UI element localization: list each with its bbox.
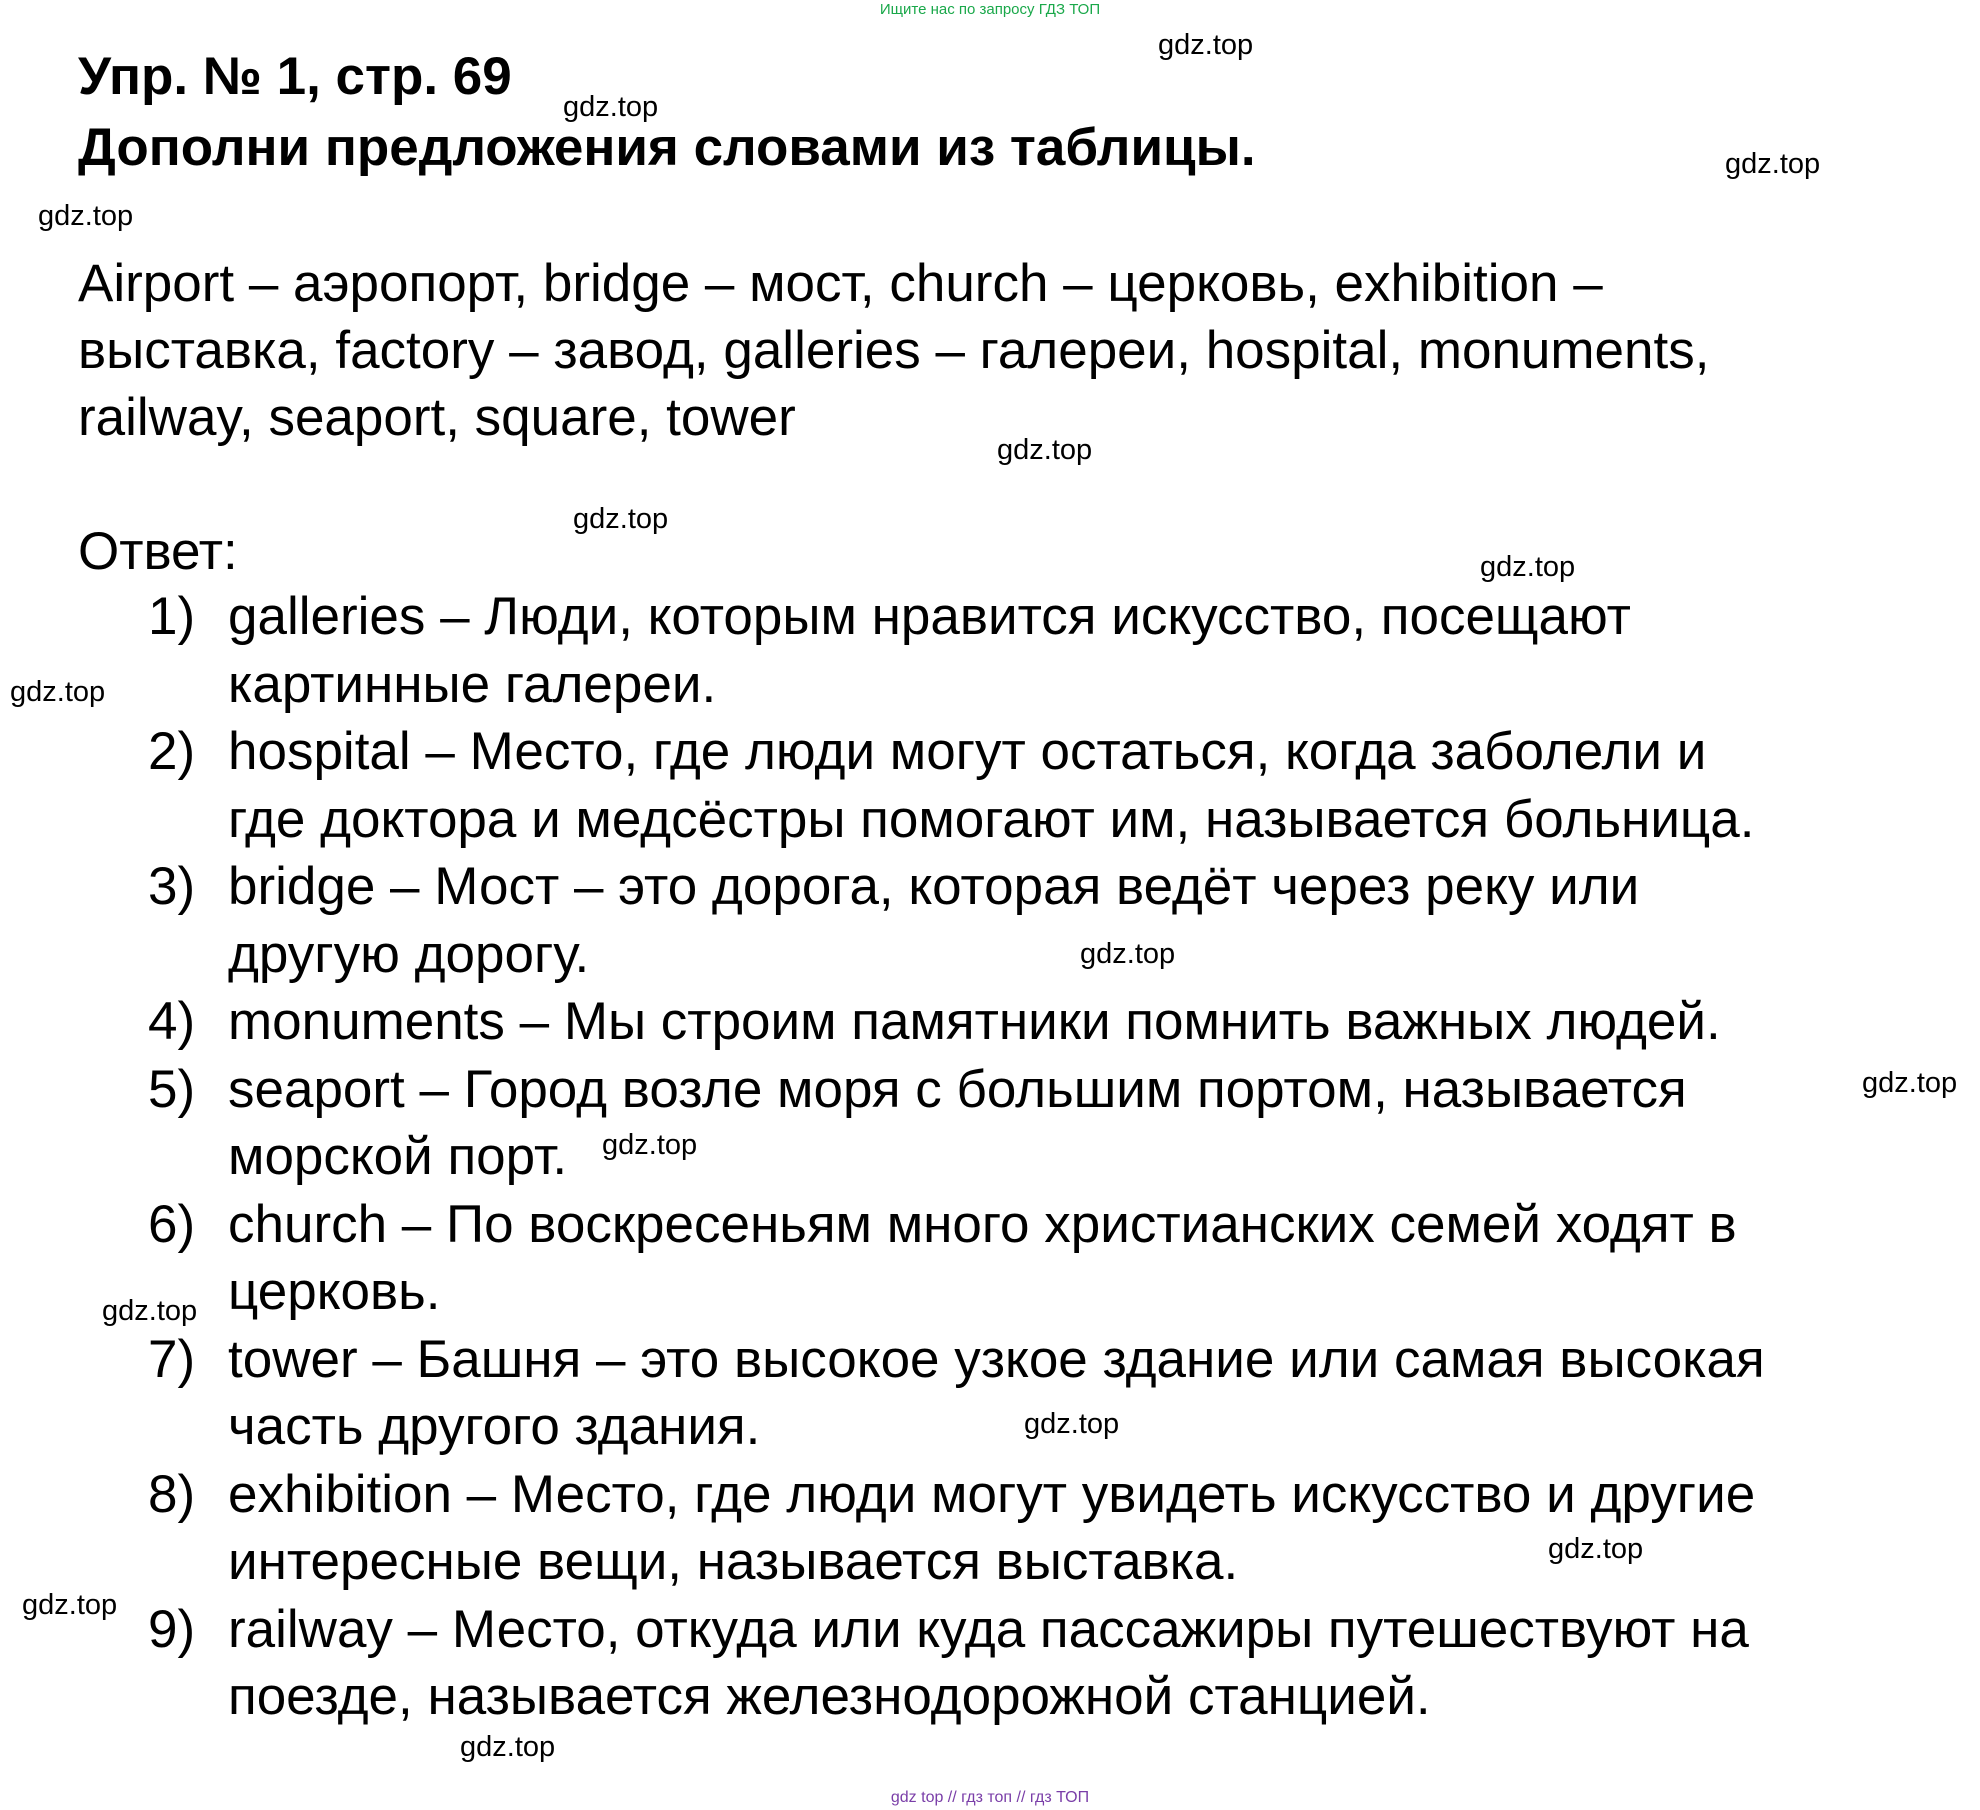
exercise-title: Упр. № 1, стр. 69 <box>78 47 512 106</box>
answer-number: 9) <box>148 1599 196 1659</box>
vocabulary-line: railway, seaport, square, tower <box>78 388 796 447</box>
answer-line: church – По воскресеньям много христианских семей ходят в <box>228 1194 1737 1254</box>
vocabulary-line: Airport – аэропорт, bridge – мост, church – церковь, exhibition – <box>78 254 1603 313</box>
answer-number: 8) <box>148 1464 196 1524</box>
answer-item <box>148 853 1948 988</box>
watermark: gdz.top <box>602 1129 698 1161</box>
answer-text <box>228 1596 1749 1731</box>
answer-text <box>228 988 1721 1056</box>
answer-item <box>148 1191 1948 1326</box>
answer-line: церковь. <box>228 1262 441 1321</box>
top-banner: Ищите нас по запросу ГДЗ ТОП <box>879 1 1101 18</box>
watermark: gdz.top <box>22 1589 118 1621</box>
watermark: gdz.top <box>1725 148 1821 180</box>
answer-line: картинные галереи. <box>228 654 717 714</box>
answer-item <box>148 583 1948 718</box>
answer-text <box>228 1191 1737 1326</box>
answer-line: bridge – Мост – это дорога, которая ведёт через реку или <box>228 857 1640 916</box>
watermark: gdz.top <box>1480 551 1576 583</box>
answer-list <box>148 583 1948 1731</box>
watermark: gdz.top <box>1080 938 1176 970</box>
exercise-instruction: Дополни предложения словами из таблицы. <box>78 118 1256 177</box>
answer-line: exhibition – Место, где люди могут увидеть искусство и другие <box>228 1464 1756 1524</box>
answer-text <box>228 1056 1687 1191</box>
watermark: gdz.top <box>10 676 106 708</box>
answer-text <box>228 1461 1755 1596</box>
answer-line: galleries – Люди, которым нравится искусство, посещают <box>228 587 1631 646</box>
vocabulary-list <box>78 250 1918 451</box>
vocabulary-line: выставка, factory – завод, galleries – галереи, hospital, monuments, <box>78 321 1710 380</box>
answer-label: Ответ: <box>78 522 238 581</box>
answer-number: 4) <box>148 992 196 1051</box>
answer-line: где доктора и медсёстры помогают им, называется больница. <box>228 789 1755 849</box>
footer-links: gdz top // гдз топ // гдз ТОП <box>890 1789 1090 1806</box>
watermark: gdz.top <box>1158 29 1254 61</box>
answer-line: часть другого здания. <box>228 1397 761 1456</box>
watermark: gdz.top <box>1024 1408 1120 1440</box>
answer-line: seaport – Город возле моря с большим портом, называется <box>228 1059 1687 1119</box>
answer-text <box>228 718 1755 853</box>
answer-line: railway – Место, откуда или куда пассажиры путешествуют на <box>228 1599 1749 1659</box>
answer-item <box>148 1596 1948 1731</box>
watermark: gdz.top <box>1548 1533 1644 1565</box>
answer-text <box>228 583 1631 718</box>
answer-line: поезде, называется железнодорожной станцией. <box>228 1667 1431 1726</box>
watermark: gdz.top <box>102 1295 198 1327</box>
answer-number: 7) <box>148 1329 196 1389</box>
answer-line: monuments – Мы строим памятники помнить важных людей. <box>228 992 1721 1051</box>
answer-number: 6) <box>148 1194 196 1254</box>
answer-line: tower – Башня – это высокое узкое здание или самая высокая <box>228 1329 1765 1389</box>
watermark: gdz.top <box>573 503 669 535</box>
answer-number: 2) <box>148 722 196 781</box>
watermark: gdz.top <box>563 91 659 123</box>
watermark: gdz.top <box>38 200 134 232</box>
answer-number: 3) <box>148 857 196 916</box>
answer-line: другую дорогу. <box>228 924 590 984</box>
answer-number: 5) <box>148 1059 196 1119</box>
answer-line: hospital – Место, где люди могут остаться, когда заболели и <box>228 722 1707 781</box>
watermark: gdz.top <box>1862 1067 1958 1099</box>
watermark: gdz.top <box>460 1731 556 1763</box>
answer-item <box>148 988 1948 1056</box>
answer-item <box>148 1326 1948 1461</box>
answer-item <box>148 1056 1948 1191</box>
answer-item <box>148 718 1948 853</box>
answer-text <box>228 1326 1765 1461</box>
answer-number: 1) <box>148 587 196 646</box>
answer-item <box>148 1461 1948 1596</box>
watermark: gdz.top <box>997 434 1093 466</box>
answer-line: интересные вещи, называется выставка. <box>228 1532 1239 1591</box>
answer-text <box>228 853 1639 988</box>
answer-line: морской порт. <box>228 1127 568 1186</box>
